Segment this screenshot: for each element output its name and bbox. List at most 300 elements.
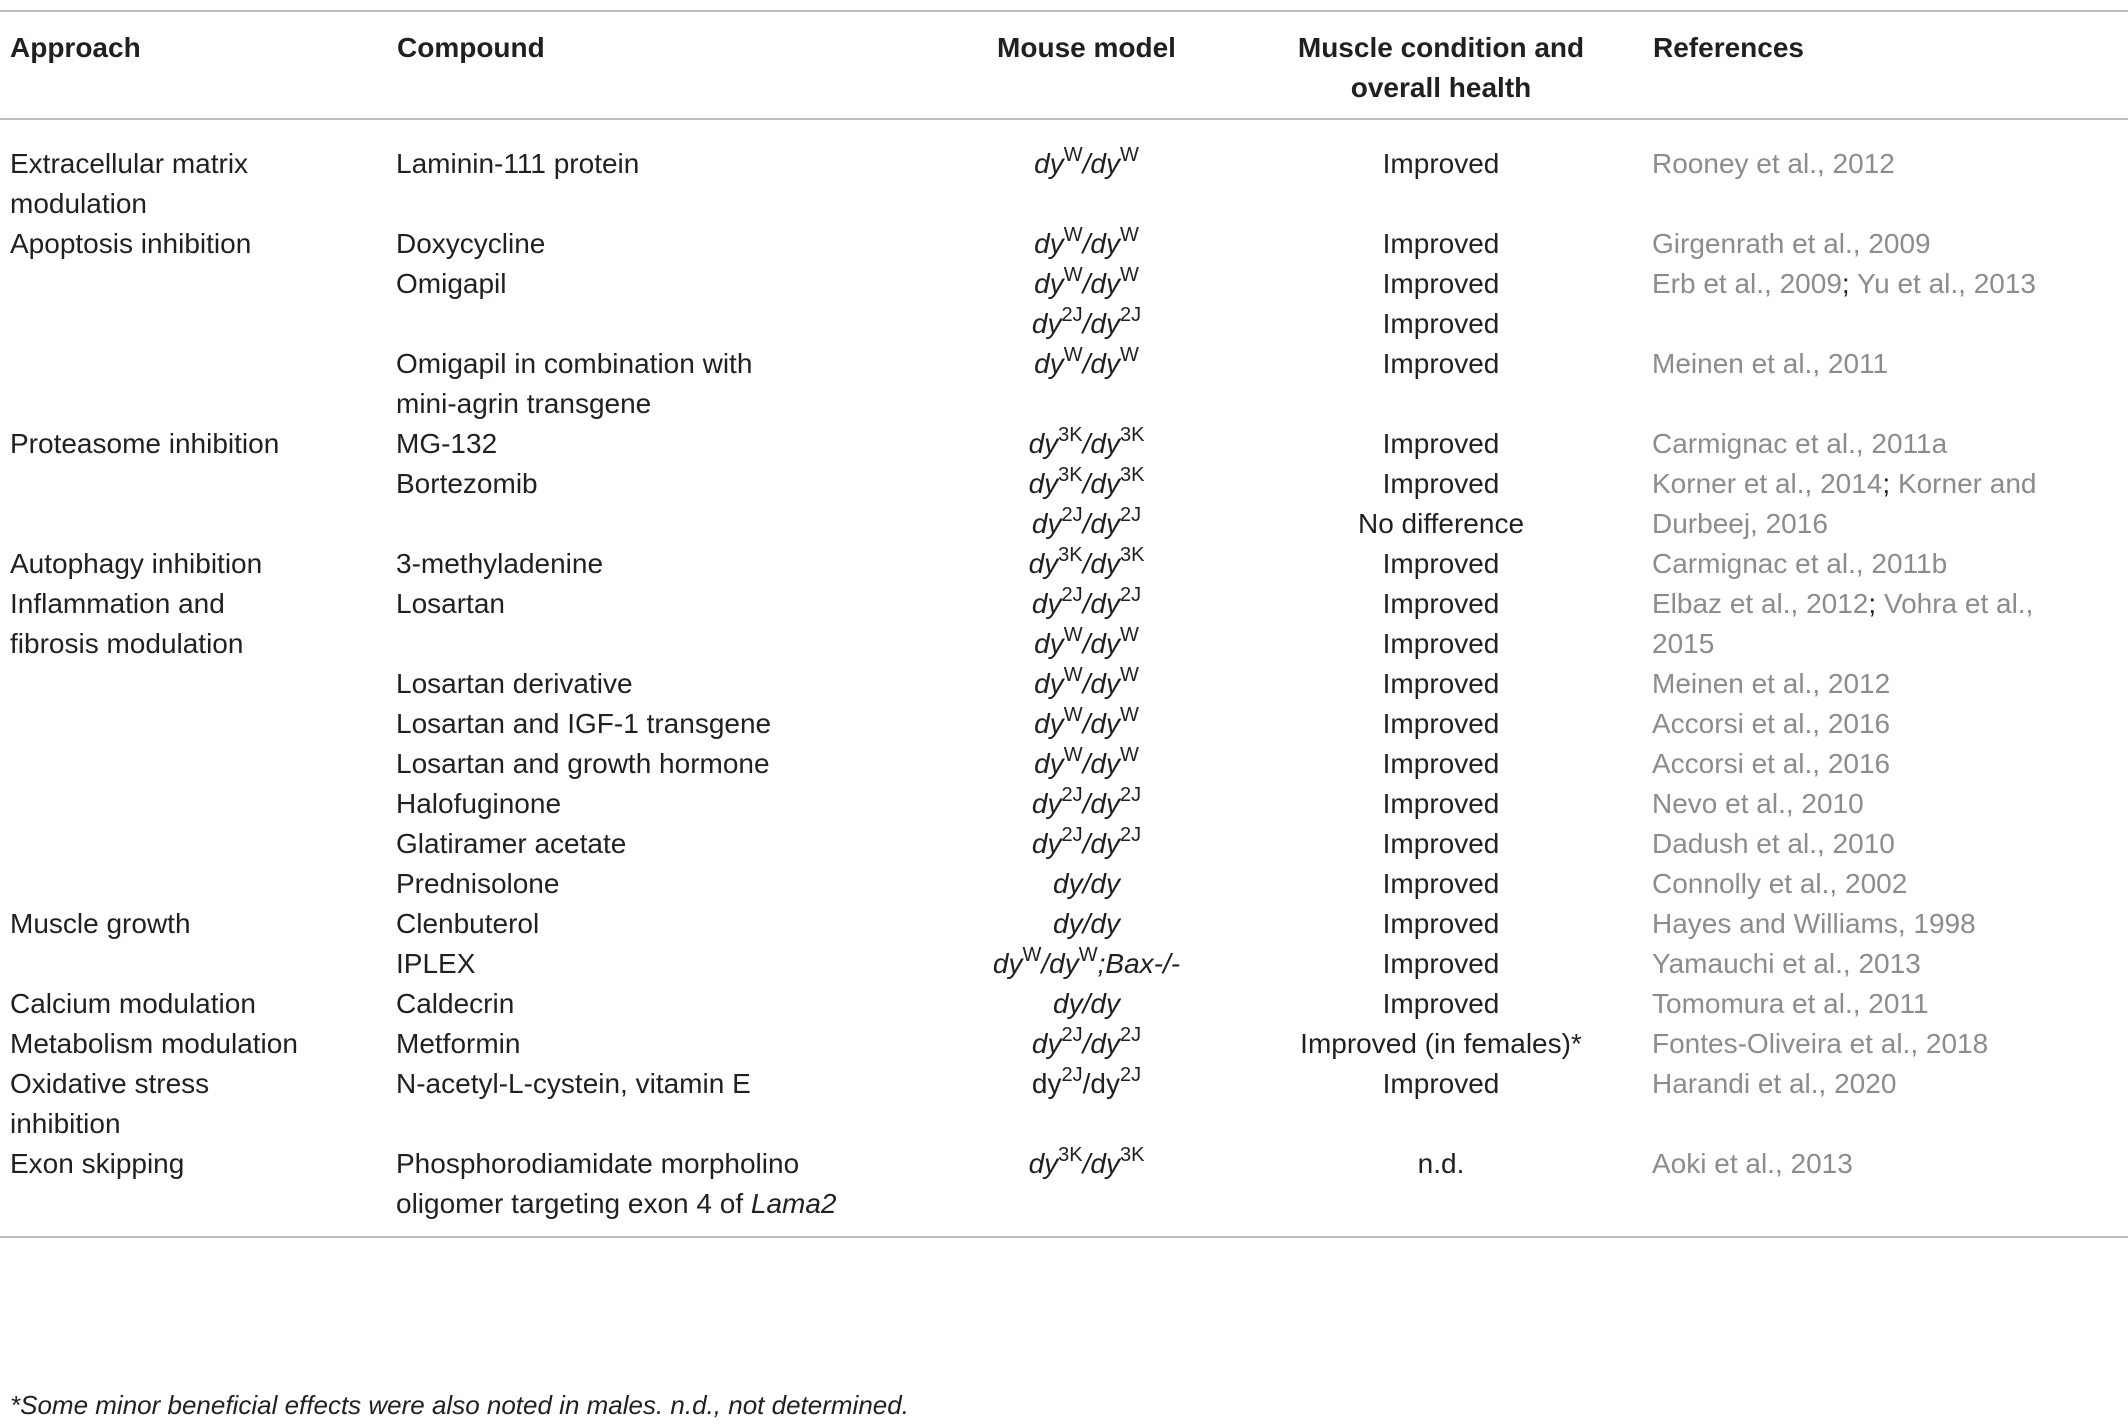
reference-link[interactable]: Accorsi et al., 2016 (1652, 748, 1891, 779)
reference-line (1652, 1144, 2128, 1184)
model-allele: 2J (1061, 584, 1083, 606)
mouse-model (943, 664, 1230, 704)
cell-references (1652, 744, 2128, 784)
model-separator: /dy (1082, 268, 1120, 299)
cell-mouse-model (943, 224, 1230, 264)
outcome: Improved (1382, 268, 1500, 299)
compound-line: 3-methyladenine (396, 548, 604, 579)
model-allele: 3K (1058, 424, 1083, 446)
reference-link[interactable]: Carmignac et al., 2011a (1652, 428, 1948, 459)
table-row (0, 1064, 2128, 1144)
table-row (0, 864, 2128, 904)
reference-link[interactable]: Korner and (1897, 468, 2037, 499)
cell-outcome (1230, 784, 1652, 824)
cell-outcome (1230, 224, 1652, 264)
cell-references (1652, 304, 2128, 344)
reference-link[interactable]: Elbaz et al., 2012 (1652, 588, 1869, 619)
cell-approach (0, 304, 396, 344)
table-row (0, 264, 2128, 304)
model-separator: /dy (1082, 428, 1120, 459)
model-base: dy (1028, 468, 1059, 499)
mouse-model (943, 824, 1230, 864)
mouse-model (943, 624, 1230, 664)
cell-outcome (1230, 744, 1652, 784)
model-allele: W (1119, 744, 1139, 766)
cell-compound (396, 984, 943, 1024)
cell-approach (0, 264, 396, 304)
model-separator: /dy (1082, 668, 1120, 699)
cell-mouse-model (943, 704, 1230, 744)
reference-separator: ; (1868, 588, 1884, 619)
cell-outcome (1230, 584, 1652, 664)
cell-outcome (1230, 864, 1652, 904)
table-row (0, 664, 2128, 704)
reference-link[interactable]: Yu et al., 2013 (1856, 268, 2037, 299)
model-separator: /dy (1082, 1148, 1120, 1179)
model-separator: /dy (1082, 1028, 1120, 1059)
reference-line (1652, 704, 2128, 744)
cell-mouse-model (943, 784, 1230, 824)
cell-mouse-model (943, 864, 1230, 904)
cell-compound (396, 344, 943, 424)
cell-compound (396, 119, 943, 224)
approach-line: Apoptosis inhibition (10, 228, 252, 259)
reference-link[interactable]: Erb et al., 2009 (1652, 268, 1842, 299)
compound-line: Clenbuterol (396, 908, 540, 939)
outcome: Improved (1382, 228, 1500, 259)
table-row (0, 824, 2128, 864)
model-base: dy (1031, 828, 1062, 859)
cell-outcome (1230, 824, 1652, 864)
table-row (0, 424, 2128, 464)
cell-outcome (1230, 984, 1652, 1024)
cell-outcome (1230, 344, 1652, 424)
reference-line (1652, 264, 2128, 304)
approach-line: fibrosis modulation (10, 628, 244, 659)
model-base: dy (1034, 708, 1064, 739)
cell-approach (0, 584, 396, 664)
reference-line (1652, 424, 2128, 464)
reference-line (1652, 464, 2128, 504)
cell-outcome (1230, 304, 1652, 344)
mouse-model (943, 584, 1230, 624)
model-allele: 2J (1119, 504, 1142, 526)
model-allele: 3K (1119, 464, 1145, 486)
table-row (0, 584, 2128, 664)
cell-mouse-model (943, 119, 1230, 224)
model-allele: W (1022, 944, 1042, 966)
cell-references (1652, 464, 2128, 544)
outcome: Improved (1382, 148, 1500, 179)
cell-mouse-model (943, 344, 1230, 424)
model-base: dy (1034, 348, 1064, 379)
approach-line: Proteasome inhibition (10, 428, 280, 459)
table-row (0, 944, 2128, 984)
cell-compound (396, 904, 943, 944)
outcome: Improved (1382, 988, 1500, 1019)
table-row (0, 984, 2128, 1024)
cell-references (1652, 944, 2128, 984)
cell-approach (0, 904, 396, 944)
cell-references (1652, 544, 2128, 584)
approach-line: Oxidative stress (10, 1068, 210, 1099)
model-separator: /dy (1082, 548, 1120, 579)
table-row (0, 224, 2128, 264)
compound-line: MG-132 (396, 428, 498, 459)
approach-line: Calcium modulation (10, 988, 256, 1019)
outcome: Improved (1382, 308, 1500, 339)
outcome: Improved (1382, 428, 1500, 459)
approach-line: Inflammation and (10, 588, 225, 619)
outcome: Improved (1382, 548, 1500, 579)
mouse-model (943, 544, 1230, 584)
cell-outcome (1230, 944, 1652, 984)
cell-outcome (1230, 1144, 1652, 1237)
reference-line (1652, 904, 2128, 944)
reference-link[interactable]: Hayes and Williams, 1998 (1652, 908, 1976, 939)
cell-outcome (1230, 544, 1652, 584)
cell-approach (0, 704, 396, 744)
model-allele: 3K (1058, 544, 1083, 566)
reference-separator: ; (1882, 468, 1898, 499)
approach-line: Extracellular matrix (10, 148, 249, 179)
table-row (0, 344, 2128, 424)
mouse-model (943, 1064, 1230, 1104)
cell-references (1652, 1144, 2128, 1237)
mouse-model (943, 904, 1230, 944)
cell-outcome (1230, 464, 1652, 544)
model-base: dy (992, 948, 1023, 979)
mouse-model (943, 944, 1230, 984)
reference-line (1652, 1064, 2128, 1104)
approach-line: modulation (10, 188, 147, 219)
model-base: dy (1034, 148, 1064, 179)
cell-approach (0, 664, 396, 704)
approach-line: inhibition (10, 1108, 121, 1139)
reference-link[interactable]: Rooney et al., 2012 (1652, 148, 1895, 179)
table-body (0, 119, 2128, 1237)
model-separator: /dy (1082, 828, 1120, 859)
cell-approach (0, 224, 396, 264)
reference-link[interactable]: Meinen et al., 2012 (1652, 668, 1891, 699)
cell-mouse-model (943, 304, 1230, 344)
reference-link[interactable]: Harandi et al., 2020 (1652, 1068, 1897, 1099)
outcome: Improved (1382, 588, 1500, 619)
model-base: dy (1034, 748, 1064, 779)
model-separator: /dy (1082, 228, 1120, 259)
cell-outcome (1230, 664, 1652, 704)
header-muscle-condition (1230, 11, 1652, 119)
model-allele: W (1063, 704, 1083, 726)
reference-link[interactable]: Aoki et al., 2013 (1652, 1148, 1853, 1179)
cell-compound (396, 424, 943, 464)
cell-mouse-model (943, 984, 1230, 1024)
model-separator: /dy (1082, 508, 1120, 539)
table-row (0, 904, 2128, 944)
model-base: dy (1031, 588, 1062, 619)
model-separator: /dy (1041, 948, 1079, 979)
model-separator: /dy (1082, 348, 1120, 379)
cell-compound (396, 1024, 943, 1064)
cell-outcome (1230, 424, 1652, 464)
model-allele: 2J (1119, 824, 1142, 846)
model-allele: W (1063, 664, 1083, 686)
cell-references (1652, 664, 2128, 704)
reference-line (1652, 344, 2128, 384)
compound-line: Bortezomib (396, 468, 538, 499)
outcome: Improved (1382, 628, 1500, 659)
model-allele: 2J (1061, 784, 1083, 806)
approach-line: Autophagy inhibition (10, 548, 263, 579)
outcome: Improved (1382, 908, 1500, 939)
cell-mouse-model (943, 664, 1230, 704)
cell-compound (396, 824, 943, 864)
cell-compound (396, 224, 943, 264)
outcome: Improved (1382, 668, 1500, 699)
cell-approach (0, 1024, 396, 1064)
cell-references (1652, 704, 2128, 744)
reference-line (1652, 584, 2128, 624)
model-allele: 2J (1119, 784, 1142, 806)
header-approach: Approach (10, 32, 141, 63)
model-allele: W (1119, 624, 1139, 646)
outcome: n.d. (1417, 1148, 1465, 1179)
model-allele: 2J (1061, 304, 1083, 326)
model-separator: /dy (1082, 588, 1120, 619)
cell-compound (396, 584, 943, 664)
reference-link[interactable]: Fontes-Oliveira et al., 2018 (1652, 1028, 1989, 1059)
approach-line: Metabolism modulation (10, 1028, 298, 1059)
cell-references (1652, 904, 2128, 944)
header-row (0, 11, 2128, 119)
reference-link[interactable]: Meinen et al., 2011 (1652, 348, 1889, 379)
approach-line: Exon skipping (10, 1148, 185, 1179)
cell-references (1652, 784, 2128, 824)
cell-references (1652, 1064, 2128, 1144)
reference-line (1652, 784, 2128, 824)
model-allele: 2J (1119, 304, 1142, 326)
table-row (0, 119, 2128, 224)
model-allele: W (1063, 224, 1083, 246)
cell-references (1652, 119, 2128, 224)
reference-line (1652, 984, 2128, 1024)
reference-line (1652, 624, 2128, 664)
cell-outcome (1230, 1064, 1652, 1144)
cell-compound (396, 944, 943, 984)
cell-approach (0, 544, 396, 584)
cell-references (1652, 984, 2128, 1024)
cell-references (1652, 224, 2128, 264)
cell-compound (396, 744, 943, 784)
reference-link[interactable]: Dadush et al., 2010 (1652, 828, 1895, 859)
reference-line (1652, 504, 2128, 544)
model-allele: W (1078, 944, 1098, 966)
mouse-model (943, 304, 1230, 344)
cell-approach (0, 424, 396, 464)
cell-references (1652, 1024, 2128, 1064)
model-allele: W (1063, 744, 1083, 766)
model-allele: 2J (1061, 824, 1083, 846)
cell-approach (0, 119, 396, 224)
compound-line: Prednisolone (396, 868, 560, 899)
model-allele: W (1119, 224, 1139, 246)
model-separator: /dy (1082, 308, 1120, 339)
model-separator: /dy (1082, 148, 1120, 179)
model-separator: /dy (1082, 708, 1120, 739)
compound-line: Glatiramer acetate (396, 828, 627, 859)
compound-line (396, 1184, 943, 1224)
cell-approach (0, 744, 396, 784)
model-allele: 2J (1061, 1064, 1083, 1086)
model-allele: W (1119, 144, 1139, 166)
reference-link[interactable]: Girgenrath et al., 2009 (1652, 228, 1931, 259)
table-row (0, 704, 2128, 744)
cell-approach (0, 824, 396, 864)
cell-references (1652, 824, 2128, 864)
model-allele: W (1119, 704, 1139, 726)
model-separator: /dy (1082, 788, 1120, 819)
cell-approach (0, 1144, 396, 1237)
model-separator: /dy (1082, 628, 1120, 659)
cell-compound (396, 544, 943, 584)
cell-mouse-model (943, 824, 1230, 864)
table-row (0, 744, 2128, 784)
cell-compound (396, 864, 943, 904)
reference-link[interactable]: Accorsi et al., 2016 (1652, 708, 1891, 739)
reference-link[interactable]: Korner et al., 2014 (1652, 468, 1883, 499)
reference-link[interactable]: Carmignac et al., 2011b (1652, 548, 1948, 579)
model-allele: W (1063, 344, 1083, 366)
mouse-model (943, 704, 1230, 744)
outcome: Improved (1382, 828, 1500, 859)
reference-link[interactable]: Durbeej, 2016 (1652, 508, 1828, 539)
table-row (0, 464, 2128, 544)
cell-compound (396, 1144, 943, 1237)
model-base: dy (1031, 1028, 1062, 1059)
mouse-model (943, 264, 1230, 304)
reference-link[interactable]: Vohra et al., (1883, 588, 2034, 619)
compound-line: Phosphorodiamidate morpholino (396, 1148, 800, 1179)
model-allele: 3K (1119, 1144, 1145, 1166)
reference-separator: ; (1841, 268, 1857, 299)
model-allele: 3K (1119, 424, 1145, 446)
model-allele: W (1119, 664, 1139, 686)
mouse-model (943, 504, 1230, 544)
model-suffix: ;Bax-/- (1097, 948, 1181, 979)
model-allele: 2J (1119, 1024, 1142, 1046)
model-allele: 2J (1061, 1024, 1083, 1046)
mouse-model (943, 144, 1230, 184)
model-allele: W (1119, 344, 1139, 366)
cell-approach (0, 864, 396, 904)
cell-mouse-model (943, 544, 1230, 584)
reference-link[interactable]: Yamauchi et al., 2013 (1652, 948, 1921, 979)
header-references: References (1653, 32, 1804, 63)
model-base: dy (1034, 628, 1064, 659)
model-allele: 2J (1061, 504, 1083, 526)
table-row (0, 784, 2128, 824)
mouse-model (943, 744, 1230, 784)
header-muscle-condition-line1: Muscle condition and (1297, 32, 1585, 63)
outcome: Improved (1382, 748, 1500, 779)
model-separator: /dy (1082, 1068, 1120, 1099)
cell-mouse-model (943, 1144, 1230, 1237)
header-muscle-condition-line2: overall health (1350, 72, 1532, 103)
cell-references (1652, 584, 2128, 664)
model-allele: 3K (1058, 464, 1083, 486)
reference-line (1652, 1024, 2128, 1064)
reference-line (1652, 944, 2128, 984)
cell-approach (0, 464, 396, 544)
model-base: dy (1031, 508, 1062, 539)
mouse-model (943, 344, 1230, 384)
mouse-model (943, 984, 1230, 1024)
approach-line: Muscle growth (10, 908, 191, 939)
outcome: Improved (1382, 788, 1500, 819)
model-base: dy (1034, 668, 1064, 699)
compound-line: Omigapil (396, 268, 507, 299)
table-row (0, 304, 2128, 344)
reference-link[interactable]: 2015 (1652, 628, 1715, 659)
model-base: dy (1028, 548, 1059, 579)
cell-compound (396, 304, 943, 344)
cell-outcome (1230, 704, 1652, 744)
mouse-model (943, 464, 1230, 504)
outcome: Improved (1382, 948, 1500, 979)
compound-text: oligomer targeting exon 4 of (396, 1188, 751, 1219)
gene-name: Lama2 (750, 1188, 837, 1219)
compound-line: N-acetyl-L-cystein, vitamin E (396, 1068, 751, 1099)
cell-mouse-model (943, 1064, 1230, 1144)
compound-line: Losartan derivative (396, 668, 633, 699)
header-compound: Compound (397, 32, 545, 63)
outcome: Improved (1382, 868, 1500, 899)
reference-link[interactable]: Connolly et al., 2002 (1652, 868, 1908, 899)
reference-line (1652, 224, 2128, 264)
cell-references (1652, 864, 2128, 904)
model-base: dy (1028, 428, 1059, 459)
model-base: dy (1031, 308, 1062, 339)
model-allele: 2J (1119, 1064, 1142, 1086)
compound-line: Metformin (396, 1028, 521, 1059)
compound-line: Omigapil in combination with (396, 348, 753, 379)
model-allele: W (1119, 264, 1139, 286)
mouse-model (943, 1024, 1230, 1064)
cell-mouse-model (943, 584, 1230, 664)
outcome: Improved (1382, 348, 1500, 379)
cell-mouse-model (943, 264, 1230, 304)
compound-line: IPLEX (396, 948, 476, 979)
cell-compound (396, 664, 943, 704)
reference-link[interactable]: Nevo et al., 2010 (1652, 788, 1864, 819)
compound-line: Losartan and growth hormone (396, 748, 770, 779)
mouse-model (943, 1144, 1230, 1184)
cell-compound (396, 464, 943, 544)
outcome: Improved (1382, 708, 1500, 739)
mouse-model (943, 864, 1230, 904)
model-base: dy (1031, 788, 1062, 819)
outcome: Improved (1382, 1068, 1500, 1099)
reference-link[interactable]: Tomomura et al., 2011 (1652, 988, 1929, 1019)
cell-outcome (1230, 264, 1652, 304)
reference-line (1652, 544, 2128, 584)
cell-references (1652, 424, 2128, 464)
cell-compound (396, 264, 943, 304)
cell-mouse-model (943, 424, 1230, 464)
cell-mouse-model (943, 464, 1230, 544)
treatment-table (0, 10, 2128, 1238)
mouse-model (943, 424, 1230, 464)
